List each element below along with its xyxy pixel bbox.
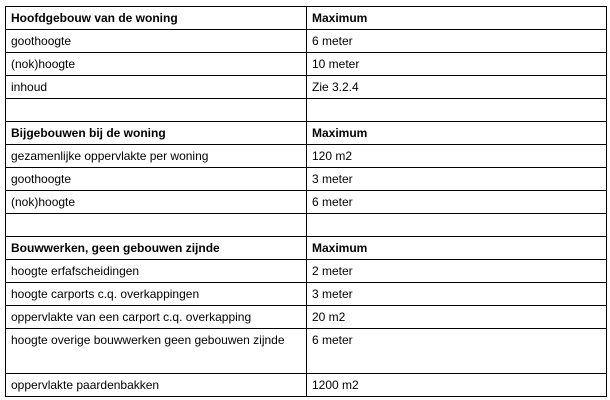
table-row — [6, 145, 607, 168]
table-row — [6, 260, 607, 283]
building-regulations-table — [5, 6, 607, 397]
row-value: 120 m2 — [307, 145, 607, 168]
empty-cell — [6, 99, 307, 122]
row-value: 6 meter — [307, 30, 607, 53]
row-value: 6 meter — [307, 191, 607, 214]
section-title: Bijgebouwen bij de woning — [6, 122, 307, 145]
section-header-bijgebouwen — [6, 122, 607, 145]
spacer-row — [6, 99, 607, 122]
row-label: inhoud — [6, 76, 307, 99]
table-row — [6, 76, 607, 99]
table-row — [6, 374, 607, 397]
table-row — [6, 329, 607, 374]
section-column-label: Maximum — [307, 122, 607, 145]
section-header-bouwwerken — [6, 237, 607, 260]
section-column-label: Maximum — [307, 7, 607, 30]
table-row — [6, 30, 607, 53]
section-title: Bouwwerken, geen gebouwen zijnde — [6, 237, 307, 260]
row-value: 1200 m2 — [307, 374, 607, 397]
row-value: 6 meter — [307, 329, 607, 374]
table-row — [6, 168, 607, 191]
row-label: (nok)hoogte — [6, 191, 307, 214]
row-value: 3 meter — [307, 168, 607, 191]
row-label: hoogte erfafscheidingen — [6, 260, 307, 283]
row-label: hoogte carports c.q. overkappingen — [6, 283, 307, 306]
row-label: gezamenlijke oppervlakte per woning — [6, 145, 307, 168]
table-row — [6, 306, 607, 329]
row-label: hoogte overige bouwwerken geen gebouwen zijnde — [6, 329, 307, 374]
empty-cell — [307, 214, 607, 237]
row-label: goothoogte — [6, 168, 307, 191]
row-value: Zie 3.2.4 — [307, 76, 607, 99]
section-title: Hoofdgebouw van de woning — [6, 7, 307, 30]
spacer-row — [6, 214, 607, 237]
row-label: oppervlakte paardenbakken — [6, 374, 307, 397]
empty-cell — [307, 99, 607, 122]
section-column-label: Maximum — [307, 237, 607, 260]
empty-cell — [6, 214, 307, 237]
row-value: 20 m2 — [307, 306, 607, 329]
row-label: goothoogte — [6, 30, 307, 53]
table-row — [6, 191, 607, 214]
row-label: oppervlakte van een carport c.q. overkapping — [6, 306, 307, 329]
row-value: 10 meter — [307, 53, 607, 76]
table-row — [6, 283, 607, 306]
section-header-hoofdgebouw — [6, 7, 607, 30]
row-value: 3 meter — [307, 283, 607, 306]
row-value: 2 meter — [307, 260, 607, 283]
row-label: (nok)hoogte — [6, 53, 307, 76]
table-row — [6, 53, 607, 76]
